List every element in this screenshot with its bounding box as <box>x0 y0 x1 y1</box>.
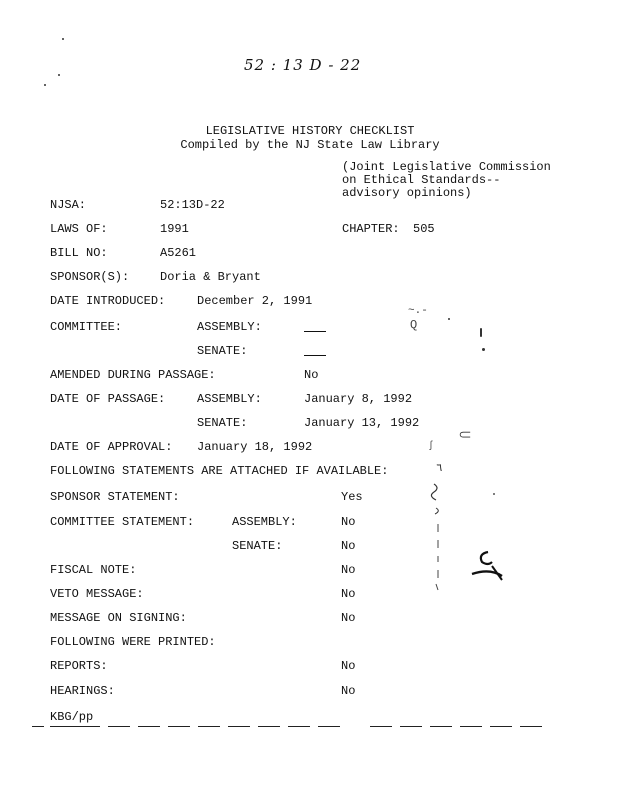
committee-assembly-label: ASSEMBLY: <box>197 320 262 334</box>
passage-senate-label: SENATE: <box>197 416 248 430</box>
scan-speck <box>448 318 450 320</box>
footer-rule-dash <box>198 726 220 727</box>
chapter-value: 505 <box>413 222 435 236</box>
scan-speck <box>44 84 46 86</box>
passage-assembly-value: January 8, 1992 <box>304 392 413 406</box>
footer-rule-dash <box>138 726 160 727</box>
scan-mark: Q <box>410 318 418 332</box>
footer-rule-dash <box>108 726 130 727</box>
footer-rule-dash <box>460 726 482 727</box>
footer-rule-dash <box>258 726 280 727</box>
signing-message-value: No <box>341 611 356 625</box>
laws-label: LAWS OF: <box>50 222 108 236</box>
handwritten-code: 52 : 13 D - 22 <box>244 56 362 74</box>
amended-value: No <box>304 368 319 382</box>
footer-rule-dash <box>32 726 44 727</box>
hearings-value: No <box>341 684 356 698</box>
footer-rule-dash <box>430 726 452 727</box>
introduced-value: December 2, 1991 <box>197 294 313 308</box>
committee-statement-label: COMMITTEE STATEMENT: <box>50 515 195 529</box>
committee-assembly-blank <box>304 331 326 332</box>
committee-senate-label: SENATE: <box>197 344 248 358</box>
scan-mark: ʃ <box>428 441 435 452</box>
scan-mark: ٦ <box>436 463 443 475</box>
scan-speck <box>482 348 485 351</box>
footer-rule-dash <box>168 726 190 727</box>
sponsor-label: SPONSOR(S): <box>50 270 130 284</box>
committee-senate-blank <box>304 355 326 356</box>
hearings-label: HEARINGS: <box>50 684 115 698</box>
note-line-1: (Joint Legislative Commission <box>342 160 551 174</box>
footer-rule-dash <box>370 726 392 727</box>
bill-label: BILL NO: <box>50 246 108 260</box>
veto-message-value: No <box>341 587 356 601</box>
passage-assembly-label: ASSEMBLY: <box>197 392 262 406</box>
sponsor-value: Doria & Bryant <box>160 270 261 284</box>
scan-speck <box>62 38 64 40</box>
footer-rule-dash <box>228 726 250 727</box>
sponsor-statement-label: SPONSOR STATEMENT: <box>50 490 180 504</box>
footer-rule-dash <box>288 726 310 727</box>
note-line-3: advisory opinions) <box>342 186 472 200</box>
approval-label: DATE OF APPROVAL: <box>50 440 173 454</box>
printed-heading: FOLLOWING WERE PRINTED: <box>50 635 216 649</box>
committee-label: COMMITTEE: <box>50 320 123 334</box>
footer-rule-dash <box>400 726 422 727</box>
approval-value: January 18, 1992 <box>197 440 313 454</box>
laws-value: 1991 <box>160 222 189 236</box>
scan-speck <box>58 74 60 76</box>
note-line-2: on Ethical Standards-- <box>342 173 501 187</box>
signing-message-label: MESSAGE ON SIGNING: <box>50 611 187 625</box>
statements-heading: FOLLOWING STATEMENTS ARE ATTACHED IF AVAILABLE: <box>50 464 389 478</box>
footer-initials: KBG/pp <box>50 710 94 724</box>
fiscal-note-value: No <box>341 563 356 577</box>
footer-rule-dash <box>520 726 542 727</box>
bill-value: A5261 <box>160 246 197 260</box>
footer-rule-dash <box>50 726 100 727</box>
scan-stamp-marks <box>420 478 520 598</box>
committee-statement-assembly-label: ASSEMBLY: <box>232 515 297 529</box>
amended-label: AMENDED DURING PASSAGE: <box>50 368 216 382</box>
committee-statement-senate-label: SENATE: <box>232 539 283 553</box>
footer-rule-dash <box>490 726 512 727</box>
scan-mark <box>480 328 482 337</box>
passage-label: DATE OF PASSAGE: <box>50 392 166 406</box>
sponsor-statement-value: Yes <box>341 490 363 504</box>
introduced-label: DATE INTRODUCED: <box>50 294 166 308</box>
committee-statement-senate-value: No <box>341 539 356 553</box>
fiscal-note-label: FISCAL NOTE: <box>50 563 137 577</box>
document-title: LEGISLATIVE HISTORY CHECKLIST <box>205 124 415 138</box>
chapter-label: CHAPTER: <box>342 222 400 236</box>
document-subtitle: Compiled by the NJ State Law Library <box>180 138 440 152</box>
scan-mark: ~.- <box>408 305 428 317</box>
footer-rule-dash <box>318 726 340 727</box>
reports-label: REPORTS: <box>50 659 108 673</box>
committee-statement-assembly-value: No <box>341 515 356 529</box>
reports-value: No <box>341 659 356 673</box>
njsa-label: NJSA: <box>50 198 87 212</box>
njsa-value: 52:13D-22 <box>160 198 225 212</box>
veto-message-label: VETO MESSAGE: <box>50 587 144 601</box>
passage-senate-value: January 13, 1992 <box>304 416 420 430</box>
scan-mark: ⸦ <box>456 427 474 447</box>
